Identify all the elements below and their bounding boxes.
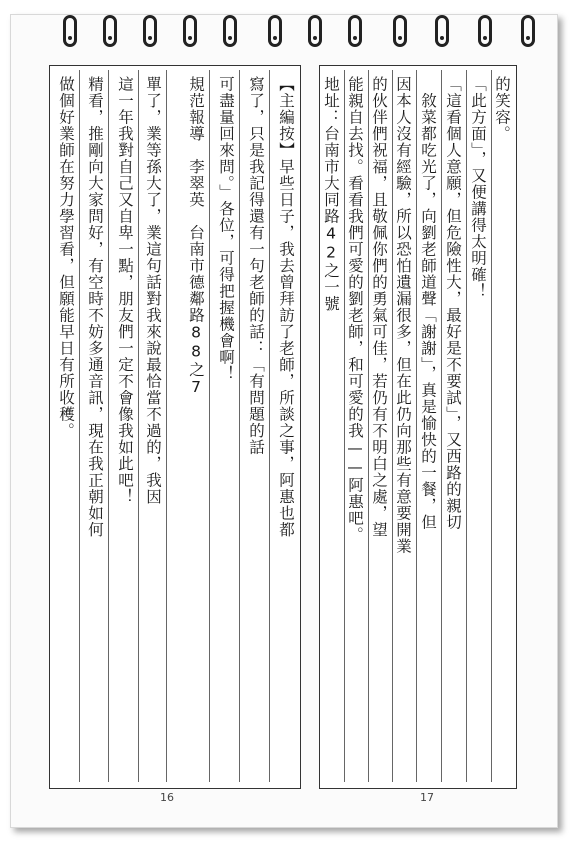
text-column: 做個好業師在努力學習看，但願能早日有所收穫。 (57, 76, 75, 439)
text-column: 可盡量回來問。」各位，可得把握機會啊！ (209, 70, 239, 782)
text-column: 這一年我對自己又自卑一點，朋友們一定不會像我如此吧！ (108, 70, 138, 782)
ring-icon (393, 15, 407, 47)
ring-icon (223, 15, 237, 47)
ring-icon (521, 15, 535, 47)
page-number: 17 (420, 791, 434, 804)
ring-icon (143, 15, 157, 47)
text-column: 敘菜都吃光了，向劉老師道聲「謝謝」，真是愉快的一餐，但 (416, 70, 441, 782)
text-column: 「這看個人意願，但危險性大，最好是不要試」，又西路的親切 (441, 70, 466, 782)
ring-icon (478, 15, 492, 47)
notebook-scan (10, 14, 558, 828)
text-column: 「此方面」，又便講得太明確！ (466, 70, 491, 782)
ring-icon (308, 15, 322, 47)
text-column: 規范報導 李翠英 台南市德鄰路88之7 (166, 70, 209, 782)
ring-icon (63, 15, 77, 47)
text-column: 精看，推剛向大家問好，有空時不妨多通音訊，現在我正朝如何 (79, 70, 108, 782)
spiral-binding (63, 15, 543, 55)
page-number: 16 (160, 791, 174, 804)
right-page (319, 65, 517, 804)
ring-icon (435, 15, 449, 47)
text-column: 寫了，只是我記得還有一句老師的話：「有問題的話 (239, 70, 269, 782)
text-column: 因本人沒有經驗，所以恐怕遺漏很多，但在此仍向那些有意要開業 (392, 70, 416, 782)
ring-icon (103, 15, 117, 47)
text-column: 【主編按】早些日子，我去曾拜訪了老師，所談之事，阿惠也都 (269, 70, 299, 782)
ring-icon (348, 15, 362, 47)
left-page (49, 65, 301, 804)
ring-icon (268, 15, 282, 47)
text-column: 單了，業等孫大了，業這句話對我來說最恰當不過的，我因 (138, 70, 166, 782)
text-column: 的笑容。 (491, 70, 515, 782)
text-column: 地址：台南市大同路42之一號 (322, 76, 340, 312)
text-column: 能親自去找。看看我們可愛的劉老師，和可愛的我——阿惠吧。 (344, 70, 368, 782)
ring-icon (183, 15, 197, 47)
text-column: 的伙伴們祝福，且敬佩你們的勇氣可佳，若仍有不明白之處，望 (368, 70, 392, 782)
